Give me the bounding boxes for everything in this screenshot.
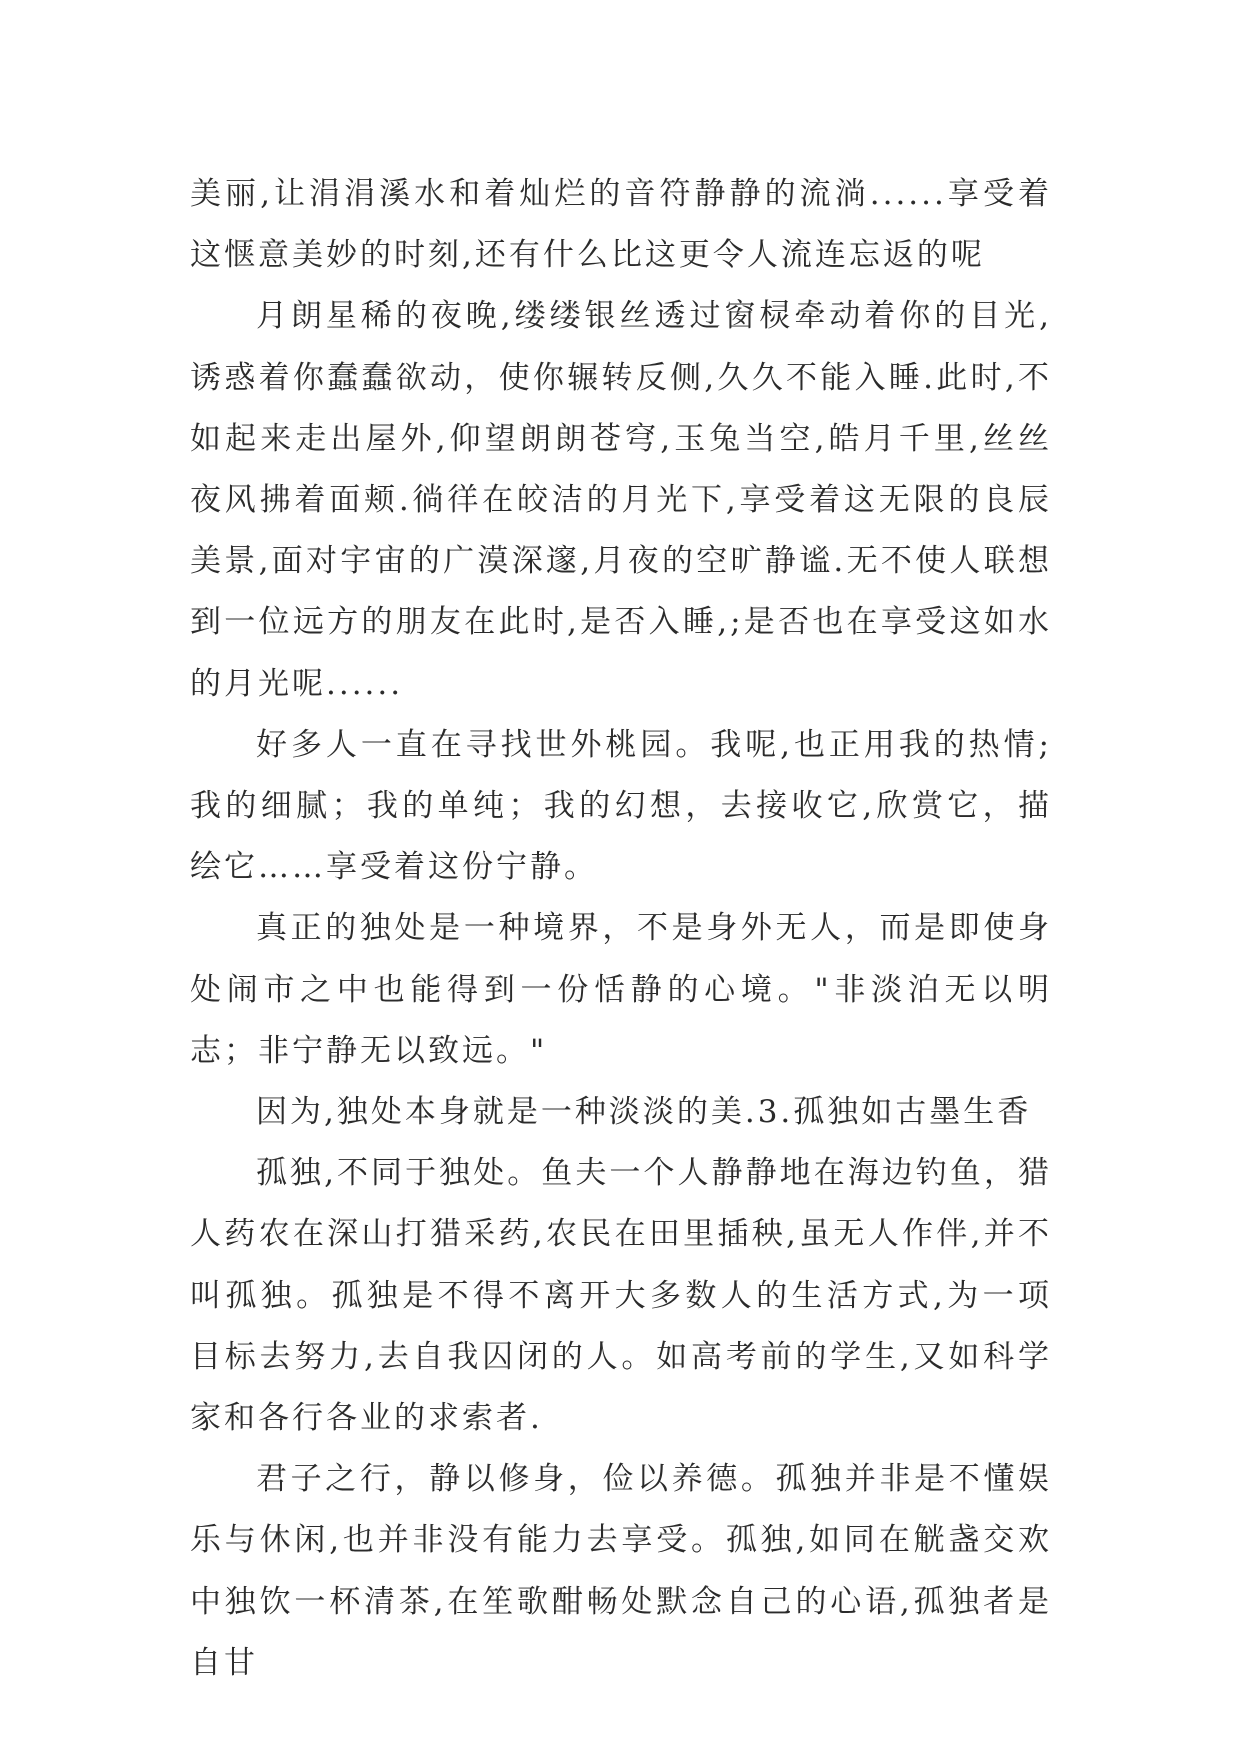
paragraph-7: 君子之行，静以修身，俭以养德。孤独并非是不懂娱乐与休闲,也并非没有能力去享受。孤独,如同在觥盏交欢中独饮一杯清茶,在笙歌酣畅处默念自己的心语,孤独者是自甘 xyxy=(190,1461,1052,1681)
paragraph-5: 因为,独处本身就是一种淡淡的美.3.孤独如古墨生香 xyxy=(256,1094,1032,1131)
paragraph-1: 美丽,让涓涓溪水和着灿烂的音符静静的流淌......享受着这惬意美妙的时刻,还有什么比这更令人流连忘返的呢 xyxy=(190,176,1052,274)
paragraph-3: 好多人一直在寻找世外桃园。我呢,也正用我的热情;我的细腻；我的单纯；我的幻想，去接收它,欣赏它，描绘它……享受着这份宁静。 xyxy=(190,726,1052,886)
paragraph-6: 孤独,不同于独处。鱼夫一个人静静地在海边钓鱼，猎人药农在深山打猎采药,农民在田里插秧,虽无人作伴,并不叫孤独。孤独是不得不离开大多数人的生活方式,为一项目标去努力,去自我囚闭的人。如高考前的学生,又如科学家和各行各业的求索者. xyxy=(190,1155,1052,1437)
body-text xyxy=(190,164,1052,1694)
paragraph-2: 月朗星稀的夜晚,缕缕银丝透过窗棂牵动着你的目光,诱惑着你蠢蠢欲动，使你辗转反侧,久久不能入睡.此时,不如起来走出屋外,仰望朗朗苍穹,玉兔当空,皓月千里,丝丝夜风拂着面颊.徜徉在皎洁的月光下,享受着这无限的良辰美景,面对宇宙的广漠深邃,月夜的空旷静谧.无不使人联想到一位远方的朋友在此时,是否入睡,;是否也在享受这如水的月光呢...... xyxy=(190,298,1052,702)
paragraph-4: 真正的独处是一种境界，不是身外无人，而是即使身处闹市之中也能得到一份恬静的心境。"非淡泊无以明志；非宁静无以致远。" xyxy=(190,910,1052,1069)
